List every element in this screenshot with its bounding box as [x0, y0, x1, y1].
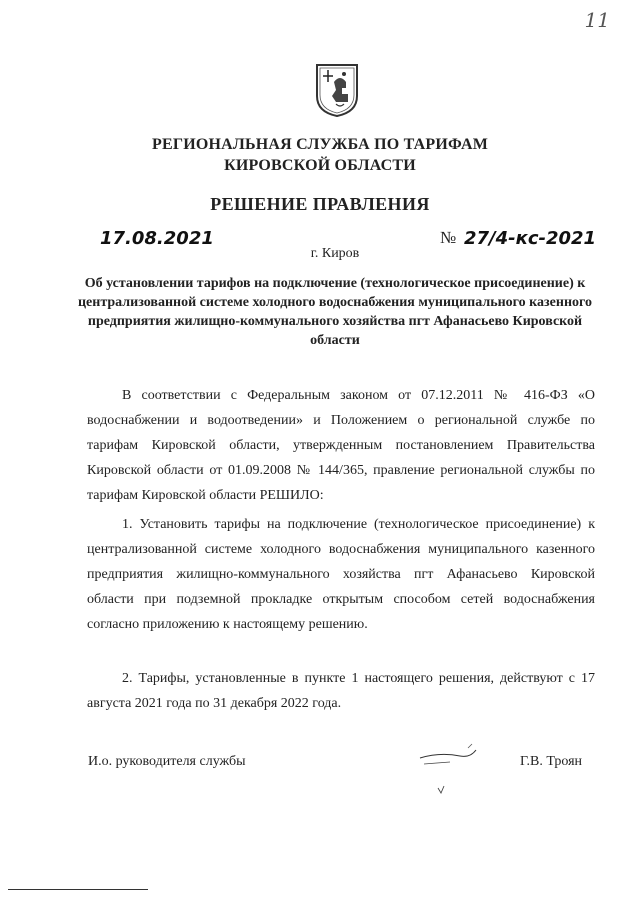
signer-name: Г.В. Троян [520, 754, 583, 769]
kirov-coat-of-arms-icon [314, 62, 360, 118]
city: г. Киров [310, 246, 360, 261]
page-number: 11 [584, 8, 610, 32]
decision-date: 17.08.2021 [100, 228, 214, 249]
decision-number: 27/4-кс-2021 [464, 228, 597, 249]
decision-title: РЕШЕНИЕ ПРАВЛЕНИЯ [210, 194, 430, 214]
clause-1-paragraph: 1. Установить тарифы на подключение (технологическое присоединение) к централизованной системе холодного водоснабжения муниципального казенного предприятия жилищно-коммунального хозяйства пгт Афанасьево Кировской области при подземной прокладке открытым способом сетей водоснабжения согласно приложению к настоящему решению. [87, 517, 595, 632]
signer-role: И.о. руководителя службы [88, 754, 246, 769]
organization-line-2: КИРОВСКОЙ ОБЛАСТИ [224, 157, 416, 174]
clause-2-paragraph: 2. Тарифы, установленные в пункте 1 настоящего решения, действуют с 17 августа 2021 года по 31 декабря 2022 года. [87, 671, 595, 711]
decision-subject: Об установлении тарифов на подключение (технологическое присоединение) к централизованной системе холодного водоснабжения муниципального казенного предприятия жилищно-коммунального хозяйства пгт Афанасьево Кировской области [77, 276, 593, 348]
preamble-paragraph: В соответствии с Федеральным законом от 07.12.2011 № 416-ФЗ «О водоснабжении и водоотведении» и Положением о региональной службе по тарифам Кировской области, утвержденным постановлением Правительства Кировской области от 01.09.2008 № 144/365, правление региональной службы по тарифам Кировской области РЕШИЛО: [87, 388, 595, 503]
organization-line-1: РЕГИОНАЛЬНАЯ СЛУЖБА ПО ТАРИФАМ [151, 136, 489, 153]
handwritten-signature-icon [410, 740, 490, 800]
footer-rule [8, 889, 148, 890]
number-sign: № [440, 228, 457, 247]
